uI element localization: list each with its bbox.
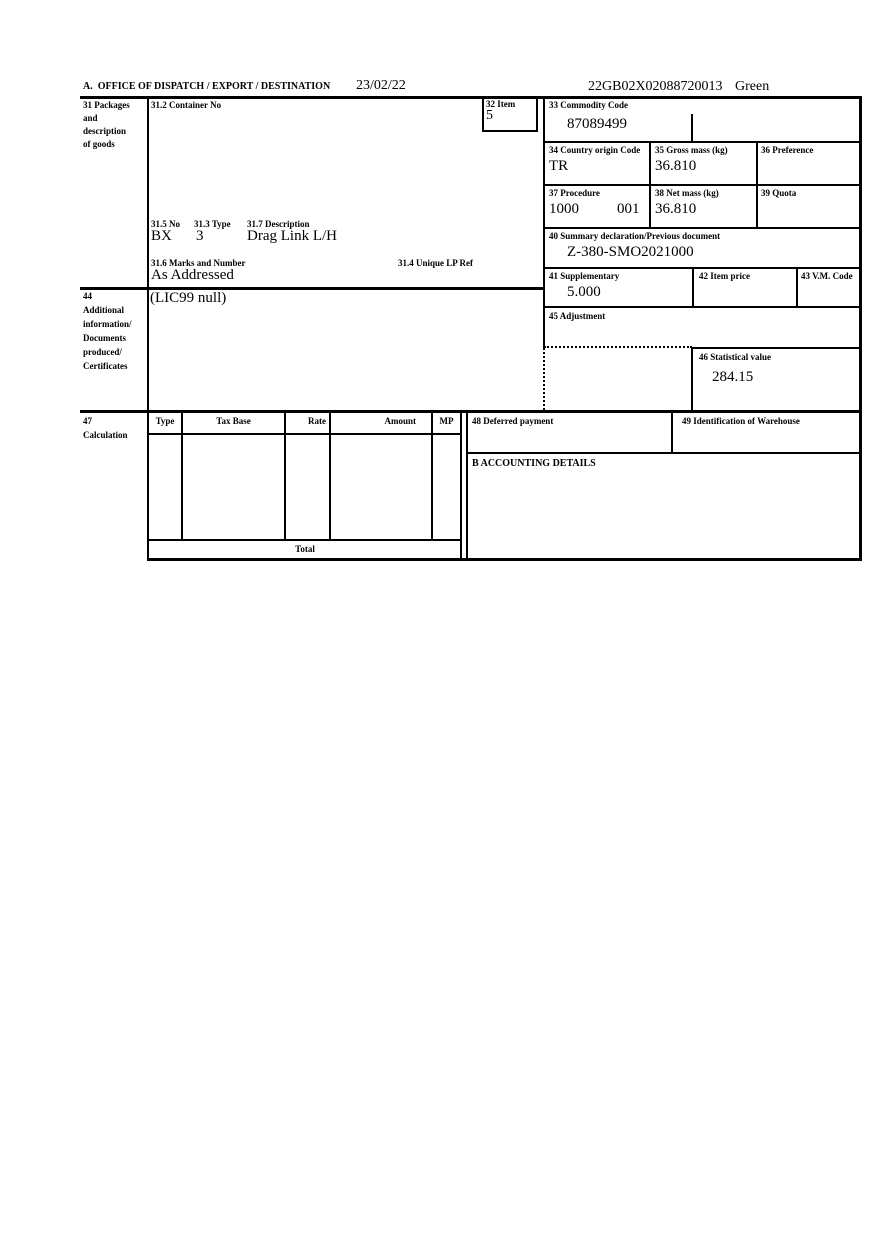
accounting-details-heading: B ACCOUNTING DETAILS: [472, 458, 596, 469]
net-mass-value: 36.810: [655, 201, 697, 217]
calc-col-rate: Rate: [308, 416, 326, 426]
grid-line: [466, 410, 468, 558]
grid-line: [431, 410, 433, 540]
statistical-value-label: 46 Statistical value: [699, 352, 771, 362]
box44-label-line: information/: [83, 319, 132, 329]
calc-total-label: Total: [295, 544, 315, 554]
declaration-date: 23/02/22: [356, 78, 406, 93]
commodity-code-value: 87089499: [567, 116, 627, 132]
grid-line: [543, 141, 861, 143]
item-number-value: 5: [486, 108, 493, 123]
deferred-payment-label: 48 Deferred payment: [472, 416, 554, 426]
grid-line: [80, 410, 862, 413]
box44-label-line: Documents: [83, 333, 126, 343]
net-mass-label: 38 Net mass (kg): [655, 188, 719, 198]
grid-line: [147, 433, 462, 435]
supplementary-label: 41 Supplementary: [549, 271, 620, 281]
routing-status: Green: [735, 79, 770, 94]
office-of-dispatch-heading: A. OFFICE OF DISPATCH / EXPORT / DESTINATION: [83, 81, 331, 92]
grid-line: [80, 96, 862, 99]
warehouse-id-label: 49 Identification of Warehouse: [682, 416, 800, 426]
item-price-label: 42 Item price: [699, 271, 750, 281]
grid-line: [649, 141, 651, 229]
vm-code-label: 43 V.M. Code: [801, 271, 853, 281]
grid-line: [543, 227, 861, 229]
commodity-code-label: 33 Commodity Code: [549, 100, 628, 110]
packages-type-value: 3: [196, 228, 204, 244]
calc-col-tax-base: Tax Base: [216, 416, 251, 426]
preference-label: 36 Preference: [761, 145, 814, 155]
grid-line: [691, 347, 693, 410]
marks-and-number-label: 31.6 Marks and Number: [151, 258, 246, 268]
dotted-grid-line: [544, 346, 692, 348]
country-origin-label: 34 Country origin Code: [549, 145, 641, 155]
grid-line: [543, 96, 545, 348]
grid-line: [147, 558, 862, 561]
marks-and-number-value: As Addressed: [151, 267, 234, 283]
grid-line: [284, 410, 286, 540]
box44-label-line: Additional: [83, 305, 125, 315]
grid-line: [796, 267, 798, 308]
supplementary-value: 5.000: [567, 284, 601, 300]
grid-line: [756, 141, 758, 229]
declaration-reference: 22GB02X02088720013: [588, 79, 723, 94]
gross-mass-label: 35 Gross mass (kg): [655, 145, 728, 155]
quota-label: 39 Quota: [761, 188, 797, 198]
packages-no-label: 31.5 No: [151, 219, 180, 229]
commodity-code-divider: [691, 114, 693, 141]
calc-col-amount: Amount: [384, 416, 416, 426]
goods-description-value: Drag Link L/H: [247, 228, 337, 244]
box47-label-line: Calculation: [83, 430, 128, 440]
packages-type-label: 31.3 Type: [194, 219, 231, 229]
goods-description-label: 31.7 Description: [247, 219, 310, 229]
dotted-grid-line: [543, 348, 545, 410]
box31-label-line: and: [83, 113, 98, 123]
grid-line: [691, 347, 861, 349]
summary-declaration-value: Z-380-SMO2021000: [567, 244, 694, 260]
grid-line: [147, 96, 149, 558]
unique-lp-ref-label: 31.4 Unique LP Ref: [398, 258, 474, 268]
box44-label-line: Certificates: [83, 361, 128, 371]
container-no-label: 31.2 Container No: [151, 100, 222, 110]
box31-label-line: of goods: [83, 139, 115, 149]
calc-col-mp: MP: [439, 416, 454, 426]
procedure-value-1: 1000: [549, 201, 579, 217]
grid-line: [329, 410, 331, 540]
item-label: 32 Item: [486, 99, 516, 109]
grid-line: [859, 96, 862, 561]
procedure-label: 37 Procedure: [549, 188, 600, 198]
grid-line: [543, 306, 861, 308]
box47-label-line: 47: [83, 416, 92, 426]
packages-no-value: BX: [151, 228, 172, 244]
grid-line: [671, 410, 673, 454]
additional-information-value: (LIC99 null): [150, 290, 227, 306]
grid-line: [466, 452, 862, 454]
box44-label-line: 44: [83, 291, 92, 301]
calc-col-type: Type: [155, 416, 175, 426]
grid-line: [181, 410, 183, 540]
grid-line: [543, 267, 861, 269]
statistical-value: 284.15: [712, 369, 754, 385]
country-origin-value: TR: [549, 158, 569, 174]
adjustment-label: 45 Adjustment: [549, 311, 606, 321]
grid-line: [147, 539, 462, 541]
procedure-value-2: 001: [617, 201, 640, 217]
box31-label-line: description: [83, 126, 127, 136]
grid-line: [692, 267, 694, 308]
summary-declaration-label: 40 Summary declaration/Previous document: [549, 231, 721, 241]
grid-line: [543, 184, 861, 186]
box31-label-line: 31 Packages: [83, 100, 130, 110]
gross-mass-value: 36.810: [655, 158, 697, 174]
box44-label-line: produced/: [83, 347, 122, 357]
